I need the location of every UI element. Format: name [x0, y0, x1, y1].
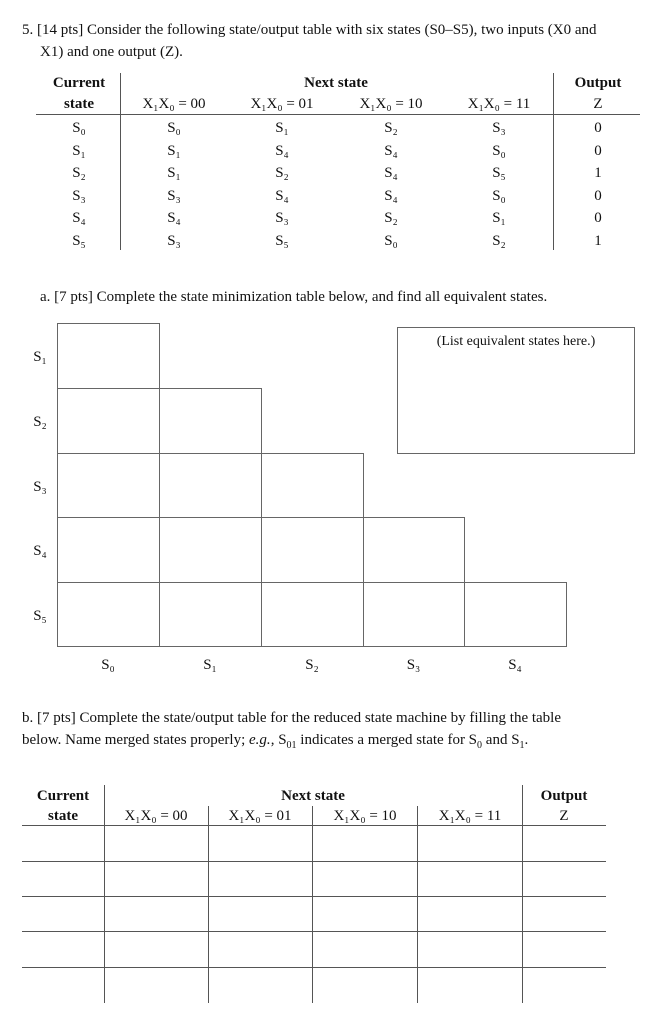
next-state-cell: S₃ — [492, 120, 506, 136]
minimization-cell[interactable] — [57, 388, 160, 454]
current-state-cell: S₅ — [72, 232, 86, 249]
minimization-cell[interactable] — [261, 582, 364, 647]
header-output: Output — [540, 788, 588, 804]
minimization-cell[interactable] — [464, 582, 567, 647]
next-state-cell: S₄ — [275, 142, 289, 159]
output-cell: 0 — [594, 142, 602, 159]
row-divider — [22, 825, 606, 826]
row-divider — [22, 931, 606, 932]
next-state-cell: S₂ — [384, 120, 398, 136]
minimization-cell[interactable] — [159, 388, 262, 454]
row-label: S₂ — [33, 414, 47, 430]
column-label: S₃ — [406, 657, 421, 673]
column-label: S₀ — [101, 657, 115, 673]
next-state-cell: S₃ — [167, 232, 181, 249]
minimization-cell[interactable] — [57, 582, 160, 647]
column-divider — [312, 806, 313, 1003]
header-state: state — [48, 808, 78, 824]
next-state-cell: S₀ — [492, 187, 506, 204]
next-state-cell: S₄ — [167, 210, 181, 226]
question-text: 5. [14 pts] Consider the following state/output table with six states (S0–S5), two inputs (X0 and — [22, 22, 597, 38]
minimization-cell[interactable] — [363, 517, 465, 583]
current-state-cell: S₀ — [72, 120, 86, 136]
row-label: S₅ — [33, 608, 47, 624]
next-state-cell: S₁ — [167, 142, 181, 159]
current-state-cell: S₃ — [72, 187, 86, 204]
input-header: X₁X₀ = 10 — [333, 808, 397, 824]
equivalent-states-box[interactable] — [397, 327, 635, 454]
output-cell: 1 — [594, 232, 602, 249]
column-label: S₄ — [508, 657, 522, 673]
minimization-cell[interactable] — [159, 453, 262, 518]
part-a-text: a. [7 pts] Complete the state minimization table below, and find all equivalent states. — [40, 289, 548, 305]
next-state-cell: S₃ — [167, 187, 181, 204]
column-label: S₁ — [203, 657, 217, 673]
column-divider — [208, 806, 209, 1003]
row-label: S₄ — [33, 543, 47, 559]
part-b-text-cont: below. Name merged states properly; e.g., $S_{01}$ indicates a merged state for $S_0$ and $S_1$. — [22, 732, 529, 751]
next-state-cell: S₁ — [167, 165, 181, 181]
header-current: Current — [52, 75, 106, 91]
row-label: S₃ — [33, 479, 47, 495]
output-cell: 1 — [594, 165, 602, 181]
part-b-text: b. [7 pts] Complete the state/output table for the reduced state machine by filling the table — [22, 710, 562, 726]
minimization-cell[interactable] — [159, 582, 262, 647]
minimization-cell[interactable] — [363, 582, 465, 647]
next-state-cell: S₀ — [492, 142, 506, 159]
next-state-cell: S₀ — [167, 120, 181, 136]
header-z: Z — [559, 808, 569, 824]
next-state-cell: S₅ — [492, 165, 506, 181]
column-divider — [417, 806, 418, 1003]
header-output: Output — [574, 75, 622, 91]
column-divider — [522, 785, 523, 1003]
next-state-cell: S₁ — [492, 210, 506, 226]
minimization-cell[interactable] — [57, 323, 160, 389]
input-header: X₁X₀ = 10 — [359, 96, 423, 112]
minimization-cell[interactable] — [261, 517, 364, 583]
output-cell: 0 — [594, 120, 602, 136]
row-divider — [22, 896, 606, 897]
minimization-cell[interactable] — [261, 453, 364, 518]
output-cell: 0 — [594, 210, 602, 226]
next-state-cell: S₂ — [275, 165, 289, 181]
next-state-cell: S₂ — [384, 210, 398, 226]
next-state-cell: S₁ — [275, 120, 289, 136]
header-current: Current — [36, 788, 90, 804]
next-state-cell: S₅ — [275, 232, 289, 249]
equivalent-states-label: (List equivalent states here.) — [436, 334, 596, 349]
input-header: X₁X₀ = 01 — [228, 808, 292, 824]
next-state-cell: S₄ — [384, 165, 398, 181]
row-divider — [22, 967, 606, 968]
current-state-cell: S₁ — [72, 142, 86, 159]
minimization-cell[interactable] — [57, 453, 160, 518]
next-state-cell: S₄ — [275, 187, 289, 204]
next-state-cell: S₃ — [275, 210, 289, 226]
output-cell: 0 — [594, 187, 602, 204]
row-label: S₁ — [33, 349, 47, 365]
next-state-cell: S₂ — [492, 232, 506, 249]
next-state-cell: S₀ — [384, 232, 398, 249]
header-state: state — [64, 96, 94, 112]
row-divider — [22, 861, 606, 862]
column-divider — [104, 785, 105, 1003]
header-next-state: Next state — [304, 75, 368, 91]
current-state-cell: S₂ — [72, 165, 86, 181]
header-z: Z — [593, 96, 603, 112]
minimization-cell[interactable] — [159, 517, 262, 583]
input-header: X₁X₀ = 11 — [467, 96, 531, 112]
next-state-cell: S₄ — [384, 142, 398, 159]
current-state-cell: S₄ — [72, 210, 86, 226]
column-label: S₂ — [305, 657, 319, 673]
header-next-state: Next state — [281, 788, 345, 804]
question-text-cont: X1) and one output (Z). — [40, 44, 183, 60]
minimization-cell[interactable] — [57, 517, 160, 583]
input-header: X₁X₀ = 00 — [142, 96, 206, 112]
next-state-cell: S₄ — [384, 187, 398, 204]
input-header: X₁X₀ = 01 — [250, 96, 314, 112]
input-header: X₁X₀ = 00 — [124, 808, 188, 824]
input-header: X₁X₀ = 11 — [438, 808, 502, 824]
